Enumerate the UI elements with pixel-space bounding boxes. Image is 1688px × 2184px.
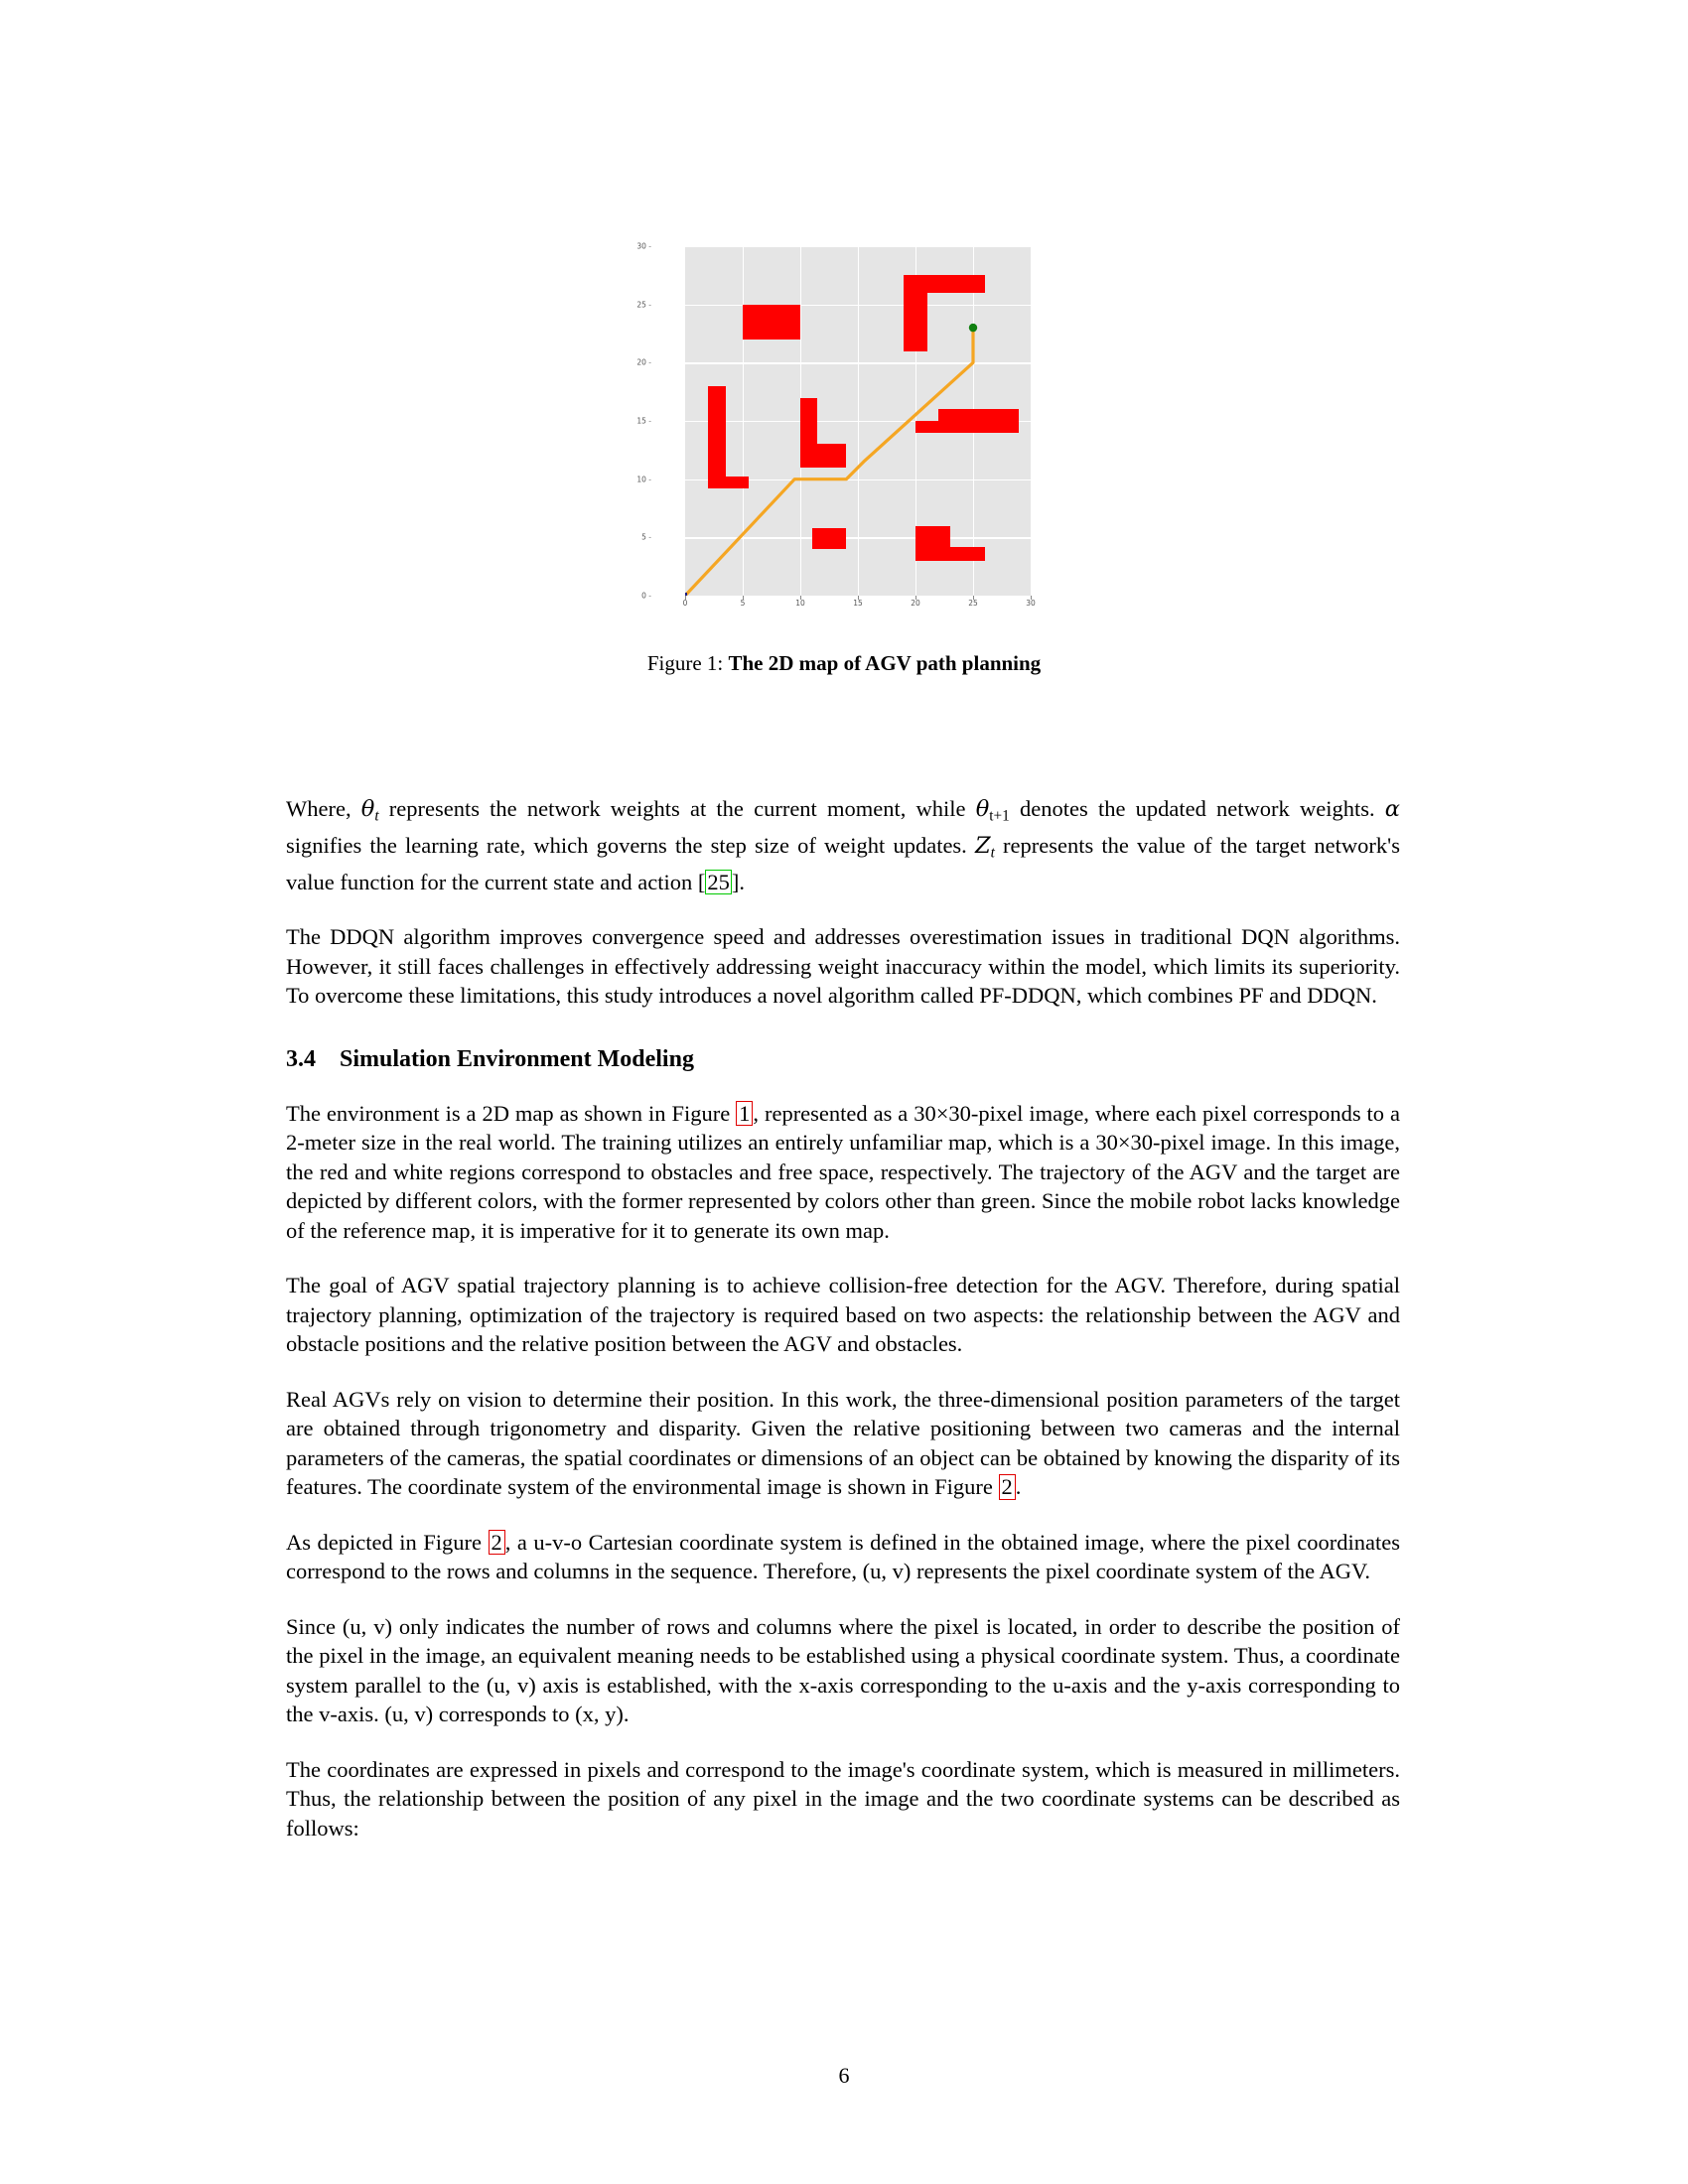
- y-axis-tick-label: 30 -: [636, 241, 651, 251]
- subscript-t: t: [374, 807, 379, 825]
- symbol-z: Z: [974, 832, 991, 859]
- paragraph-since: Since (u, v) only indicates the number of rows and columns where the pixel is located, in order to describe the position of the pixel in the image, an equivalent meaning needs to be established using a physical coordinate system. Thus, a coordinate system parallel to the (u, v) axis is established, with the x-axis corresponding to the u-axis and the y-axis corresponding to the v-axis. (u, v) corresponds to (x, y).: [286, 1613, 1400, 1727]
- figure-reference-1[interactable]: 1: [736, 1101, 753, 1127]
- subscript-t: t: [990, 844, 995, 862]
- paragraph-goal: The goal of AGV spatial trajectory planning is to achieve collision-free detection for the AGV. Therefore, during spatial trajectory planning, optimization of the trajectory is required based on two aspects: the relationship between the AGV and obstacle positions and the relative position between the AGV and obstacles.: [286, 1273, 1400, 1357]
- text-frag: denotes the updated network weights.: [1009, 796, 1385, 821]
- agv-trajectory-layer: [685, 246, 1031, 596]
- paragraph-uvo: [286, 1528, 1400, 1586]
- figure-caption: [647, 651, 1041, 676]
- target-point-marker: [969, 324, 977, 332]
- agv-map-plot: [636, 228, 1043, 635]
- paragraph-coordinates: The coordinates are expressed in pixels and correspond to the image's coordinate system, which is measured in millimeters. Thus, the relationship between the position of any pixel in the image and the two coordinate systems can be described as follows:: [286, 1756, 1400, 1841]
- y-axis-tick-label: 10 -: [636, 475, 651, 484]
- text-frag: Where,: [286, 796, 361, 821]
- text-frag: represents the network weights at the current moment, while: [378, 796, 976, 821]
- text-frag: The environment is a 2D map as shown in Figure: [286, 1100, 737, 1126]
- symbol-alpha: α: [1384, 796, 1400, 822]
- text-frag: represents the value of the target network's value function for the current state and action: [286, 832, 1400, 894]
- x-axis-tick-label: 5: [740, 599, 746, 608]
- section-title: Simulation Environment Modeling: [340, 1045, 694, 1072]
- x-axis-tick-label: 30: [1026, 599, 1036, 608]
- text-frag: , represented as a 30×30-pixel image, where each pixel corresponds to a 2-meter size in the real world. The training utilizes an entirely unfamiliar map, which is a 30×30-pixel image. In this image, the red and white regions correspond to obstacles and free space, respectively. The trajectory of the AGV and the target are depicted by different colors, with the former represented by colors other than green. Since the mobile robot lacks knowledge of the reference map, it is imperative for it to generate its own map.: [286, 1100, 1400, 1243]
- text-frag: .: [739, 869, 745, 894]
- figure-caption-title: The 2D map of AGV path planning: [728, 651, 1042, 675]
- y-axis-tick-label: 25 -: [636, 300, 651, 310]
- gridline-vertical: [1031, 246, 1032, 596]
- text-frag: Real AGVs rely on vision to determine their position. In this work, the three-dimensional position parameters of the target are obtained through trigonometry and disparity. Given the relative positioning between two cameras and the internal parameters of the cameras, the spatial coordinates or dimensions of an object can be obtained by knowing the disparity of its features. The coordinate system of the environmental image is shown in Figure: [286, 1386, 1400, 1500]
- paragraph-vision: [286, 1385, 1400, 1502]
- figure-1: [0, 228, 1688, 676]
- y-axis-tick-label: 20 -: [636, 357, 651, 367]
- paragraph-ddqn: The DDQN algorithm improves convergence speed and addresses overestimation issues in traditional DQN algorithms. However, it still faces challenges in effectively addressing weight inaccuracy within the model, which limits its superiority. To overcome these limitations, this study introduces a novel algorithm called PF-DDQN, which combines PF and DDQN.: [286, 924, 1400, 1009]
- y-axis-tick-label: 15 -: [636, 416, 651, 426]
- citation-link-25[interactable]: 25: [707, 869, 730, 894]
- text-frag: As depicted in Figure: [286, 1529, 489, 1555]
- paragraph-where: Where, $\theta_t$ represents the network weights at the current moment, while θt+1 denotes the updated network weights. α signifies the learning rate, which governs the step size of weight updates. $Z_t$ represents the value of the target network's value function for the current state and action [25].: [286, 796, 1400, 894]
- body-text: [286, 794, 1400, 1868]
- y-axis-tick-label: 0 -: [641, 591, 651, 601]
- x-axis-tick-label: 10: [795, 599, 805, 608]
- text-frag: .: [1015, 1474, 1022, 1500]
- paragraph-environment: [286, 1099, 1400, 1246]
- section-heading-3-4: [286, 1046, 1400, 1073]
- symbol-theta: θ: [360, 796, 375, 822]
- figure-reference-2[interactable]: 2: [489, 1530, 505, 1556]
- section-number: 3.4: [286, 1045, 316, 1072]
- text-frag: signifies the learning rate, which governs the step size of weight updates.: [286, 832, 975, 858]
- x-axis-tick-label: 20: [911, 599, 920, 608]
- x-axis-tick-label: 15: [853, 599, 863, 608]
- figure-reference-2[interactable]: 2: [999, 1474, 1016, 1500]
- figure-caption-prefix: Figure 1:: [646, 651, 724, 675]
- agv-path-line: [685, 328, 973, 596]
- text-frag: , a u-v-o Cartesian coordinate system is defined in the obtained image, where the pixel coordinates correspond to the rows and columns in the sequence. Therefore, (u, v) represents the pixel coordinate system of the AGV.: [286, 1529, 1400, 1584]
- subscript-t-plus-1: t+1: [989, 807, 1010, 825]
- symbol-theta: θ: [975, 796, 990, 822]
- page-number: 6: [838, 2063, 850, 2088]
- x-axis-tick-label: 0: [682, 599, 688, 608]
- plot-area: [685, 246, 1031, 596]
- x-axis-tick-label: 25: [968, 599, 978, 608]
- y-axis-tick-label: 5 -: [641, 532, 651, 542]
